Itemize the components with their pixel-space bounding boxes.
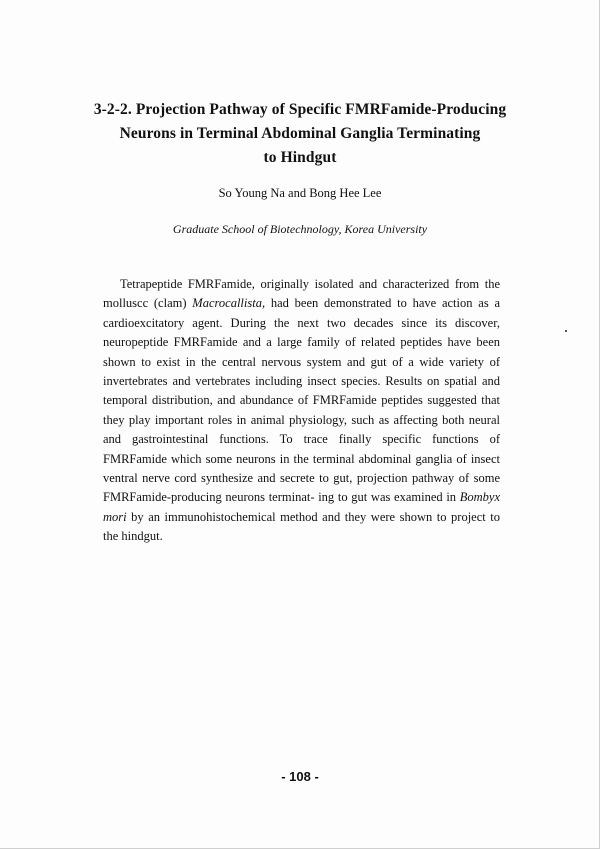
page-number: - 108 - <box>281 769 319 784</box>
paper-title <box>60 98 540 170</box>
abstract-italic-species-1: Macrocallista, <box>192 296 266 311</box>
abstract <box>103 275 500 547</box>
abstract-text-2: had been demonstrated to have action as a cardioexcitatory agent. During the next two decades since its discover, neuropeptide FMRFamide and a large family of related peptides have been shown to exist in the central nervous system and gut of a wide variety of invertebrates and vertebrates including insect species. Results on spatial and temporal distribution, and abundance of FMRFamide peptides suggested that they play important roles in animal physiology, such as affecting both neural and gastrointestinal functions. To trace finally specific functions of FMRFamide which some neurons in the terminal abdominal ganglia of insect ventral nerve cord synthesize and secrete to gut, projection pathway of some FMRFamide-producing neurons terminat- ing to gut was examined in <box>103 296 500 505</box>
affiliation: Graduate School of Biotechnology, Korea University <box>172 222 428 236</box>
scan-speck <box>565 330 567 332</box>
abstract-text-1: Tetrapeptide FMRFamide, originally isolated and characterized from the molluscc (clam) <box>103 277 500 311</box>
abstract-paragraph <box>103 275 500 547</box>
abstract-italic-species-2: Bombyx mori <box>103 490 500 524</box>
title-line-1: 3-2-2. Projection Pathway of Specific FMRFamide-Producing <box>93 101 507 118</box>
title-line-2: Neurons in Terminal Abdominal Ganglia Terminating <box>119 125 481 142</box>
abstract-text-3: by an immunohistochemical method and they were shown to project to the hindgut. <box>103 509 500 544</box>
title-line-3: to Hindgut <box>263 149 337 166</box>
authors: So Young Na and Bong Hee Lee <box>218 186 382 200</box>
